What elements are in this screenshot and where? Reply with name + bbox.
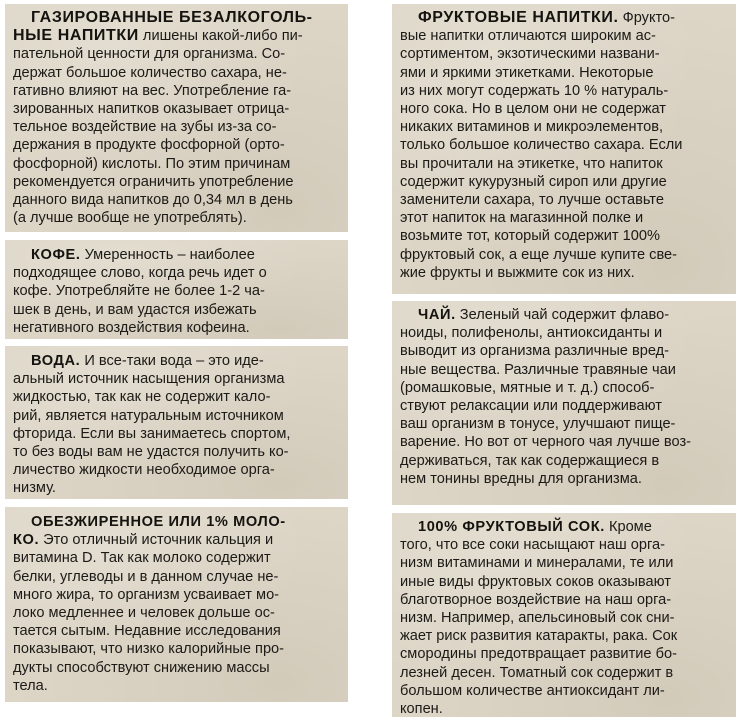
- article-line: рий, является натуральным источником: [13, 407, 284, 424]
- article-line: то без воды вам не удастся получить ко-: [13, 444, 289, 461]
- article-text: Зеленый чай содержит флаво-: [455, 307, 670, 323]
- article-line: негативного воздействия кофеина.: [13, 319, 250, 336]
- article-line: дукты способствуют снижению массы: [13, 659, 270, 676]
- article-heading: ВОДА.: [31, 353, 81, 369]
- article-line: нем тонины вредны для организма.: [400, 470, 642, 487]
- article-line: вы прочитали на этикетке, что напиток: [400, 155, 663, 172]
- article-line: жие фрукты и выжмите сок из них.: [400, 264, 635, 281]
- article-line: низму.: [13, 480, 56, 497]
- article-tea: [392, 301, 736, 505]
- article-text: Кроме: [604, 519, 652, 535]
- article-line: низм. Например, апельсиновый сок сни-: [400, 610, 675, 627]
- article-heading: 100% ФРУКТОВЫЙ СОК.: [418, 519, 605, 535]
- article-water: [5, 346, 348, 499]
- article-line: тельное воздействие на зубы из-за со-: [13, 119, 277, 136]
- article-heading: ГАЗИРОВАННЫЕ БЕЗАЛКОГОЛЬ-: [31, 9, 313, 26]
- article-line: никаких витаминов и микроэлементов,: [400, 119, 664, 136]
- article-coffee: [5, 240, 348, 339]
- article-line: заменители сахара, то лучше оставьте: [400, 192, 664, 209]
- article-line: фосфорной) кислоты. По этим причинам: [13, 155, 291, 172]
- article-line: (а лучше вообще не употреблять).: [13, 210, 247, 227]
- article-line: держания в продукте фосфорной (орто-: [13, 137, 285, 154]
- article-line: варение. Но вот от черного чая лучше воз-: [400, 434, 691, 451]
- article-line: ствуют релаксации или поддерживают: [400, 398, 662, 415]
- article-line: копен.: [400, 701, 443, 717]
- article-line: альный источник насыщения организма: [13, 371, 285, 388]
- article-line: благотворное воздействие на наш орга-: [400, 591, 672, 608]
- article-skim-milk: [5, 507, 348, 702]
- article-heading-continued: КО.: [13, 532, 40, 549]
- article-text: Фрукто-: [618, 10, 676, 26]
- article-line: смородины предотвращает развитие бо-: [400, 646, 677, 663]
- article-line: того, что все соки насыщают наш орга-: [400, 537, 665, 554]
- article-line: много жира, то организм усваивает мо-: [13, 586, 280, 603]
- article-fruit-drinks: [392, 4, 736, 294]
- article-text: Умеренность – наиболее: [80, 247, 255, 263]
- article-text: лишены какой-либо пи-: [138, 28, 303, 45]
- article-line: иные виды фруктовых соков оказывают: [400, 573, 671, 590]
- article-line: возьмите тот, который содержит 100%: [400, 228, 660, 245]
- article-line: данного вида напитков до 0,34 мл в день: [13, 192, 293, 209]
- article-line: тела.: [13, 677, 48, 694]
- article-line: ного сока. Но в целом они не содержат: [400, 101, 666, 118]
- article-heading: ОБЕЗЖИРЕННОЕ ИЛИ 1% МОЛО-: [31, 514, 286, 530]
- article-line: жает риск развития катаракты, рака. Сок: [400, 628, 678, 645]
- article-line: лезней десен. Томатный сок содержит в: [400, 664, 674, 681]
- article-line: держат большое количество сахара, не-: [13, 64, 287, 81]
- article-heading-continued: НЫЕ НАПИТКИ: [13, 27, 139, 45]
- article-line: тается сытым. Недавние исследования: [13, 623, 281, 640]
- article-line: (ромашковые, мятные и т. д.) способ-: [400, 379, 655, 396]
- article-line: жидкостью, так как не содержит кало-: [13, 389, 271, 406]
- article-line: большом количестве антиоксидант ли-: [400, 682, 665, 699]
- article-text: Это отличный источник кальция и: [39, 532, 274, 549]
- article-line: из них могут содержать 10 % натураль-: [400, 82, 669, 99]
- article-fruit-juice: [392, 513, 736, 717]
- article-line: вые напитки отличаются широким ас-: [400, 28, 656, 45]
- article-line: держиваться, так как содержащиеся в: [400, 452, 660, 469]
- article-line: содержит кукурузный сироп или другие: [400, 173, 667, 190]
- article-heading: КОФЕ.: [31, 247, 81, 263]
- article-line: фторида. Если вы занимаетесь спортом,: [13, 425, 291, 442]
- article-line: ваш организм в тонусе, улучшают пище-: [400, 416, 676, 433]
- article-line: шек в день, и вам удастся избежать: [13, 301, 257, 318]
- article-line: фруктовый сок, а еще лучше купите све-: [400, 246, 678, 263]
- article-line: кофе. Употребляйте не более 1-2 ча-: [13, 283, 265, 300]
- article-line: локо медленнее и человек дольше ос-: [13, 605, 275, 622]
- article-heading: ФРУКТОВЫЕ НАПИТКИ.: [418, 9, 619, 26]
- article-line: подходящее слово, когда речь идет о: [13, 265, 267, 282]
- article-line: пательной ценности для организма. Со-: [13, 46, 286, 63]
- article-line: ноиды, полифенолы, антиоксиданты и: [400, 325, 663, 342]
- article-line: низм витаминами и минералами, те или: [400, 555, 674, 572]
- article-line: ями и яркими этикетками. Некоторые: [400, 64, 654, 81]
- article-line: этот напиток на магазинной полке и: [400, 210, 644, 227]
- article-heading: ЧАЙ.: [418, 307, 456, 323]
- article-text: И все-таки вода – это иде-: [80, 353, 264, 369]
- article-line: белки, углеводы и в данном случае не-: [13, 568, 279, 585]
- article-carbonated-drinks: [5, 4, 348, 232]
- article-line: рекомендуется ограничить употребление: [13, 173, 294, 190]
- article-line: сортиментом, экзотическими названи-: [400, 46, 660, 63]
- article-line: зированных напитков оказывает отрица-: [13, 101, 290, 118]
- article-line: гативно влияют на вес. Употребление га-: [13, 82, 292, 99]
- article-line: ные вещества. Различные травяные чаи: [400, 361, 676, 378]
- article-line: личество жидкости необходимое орга-: [13, 462, 275, 479]
- article-line: выводит из организма различные вред-: [400, 343, 670, 360]
- article-line: только большое количество сахара. Если: [400, 137, 683, 154]
- article-line: витамина D. Так как молоко содержит: [13, 550, 271, 567]
- article-line: показывают, что низко калорийные про-: [13, 641, 285, 658]
